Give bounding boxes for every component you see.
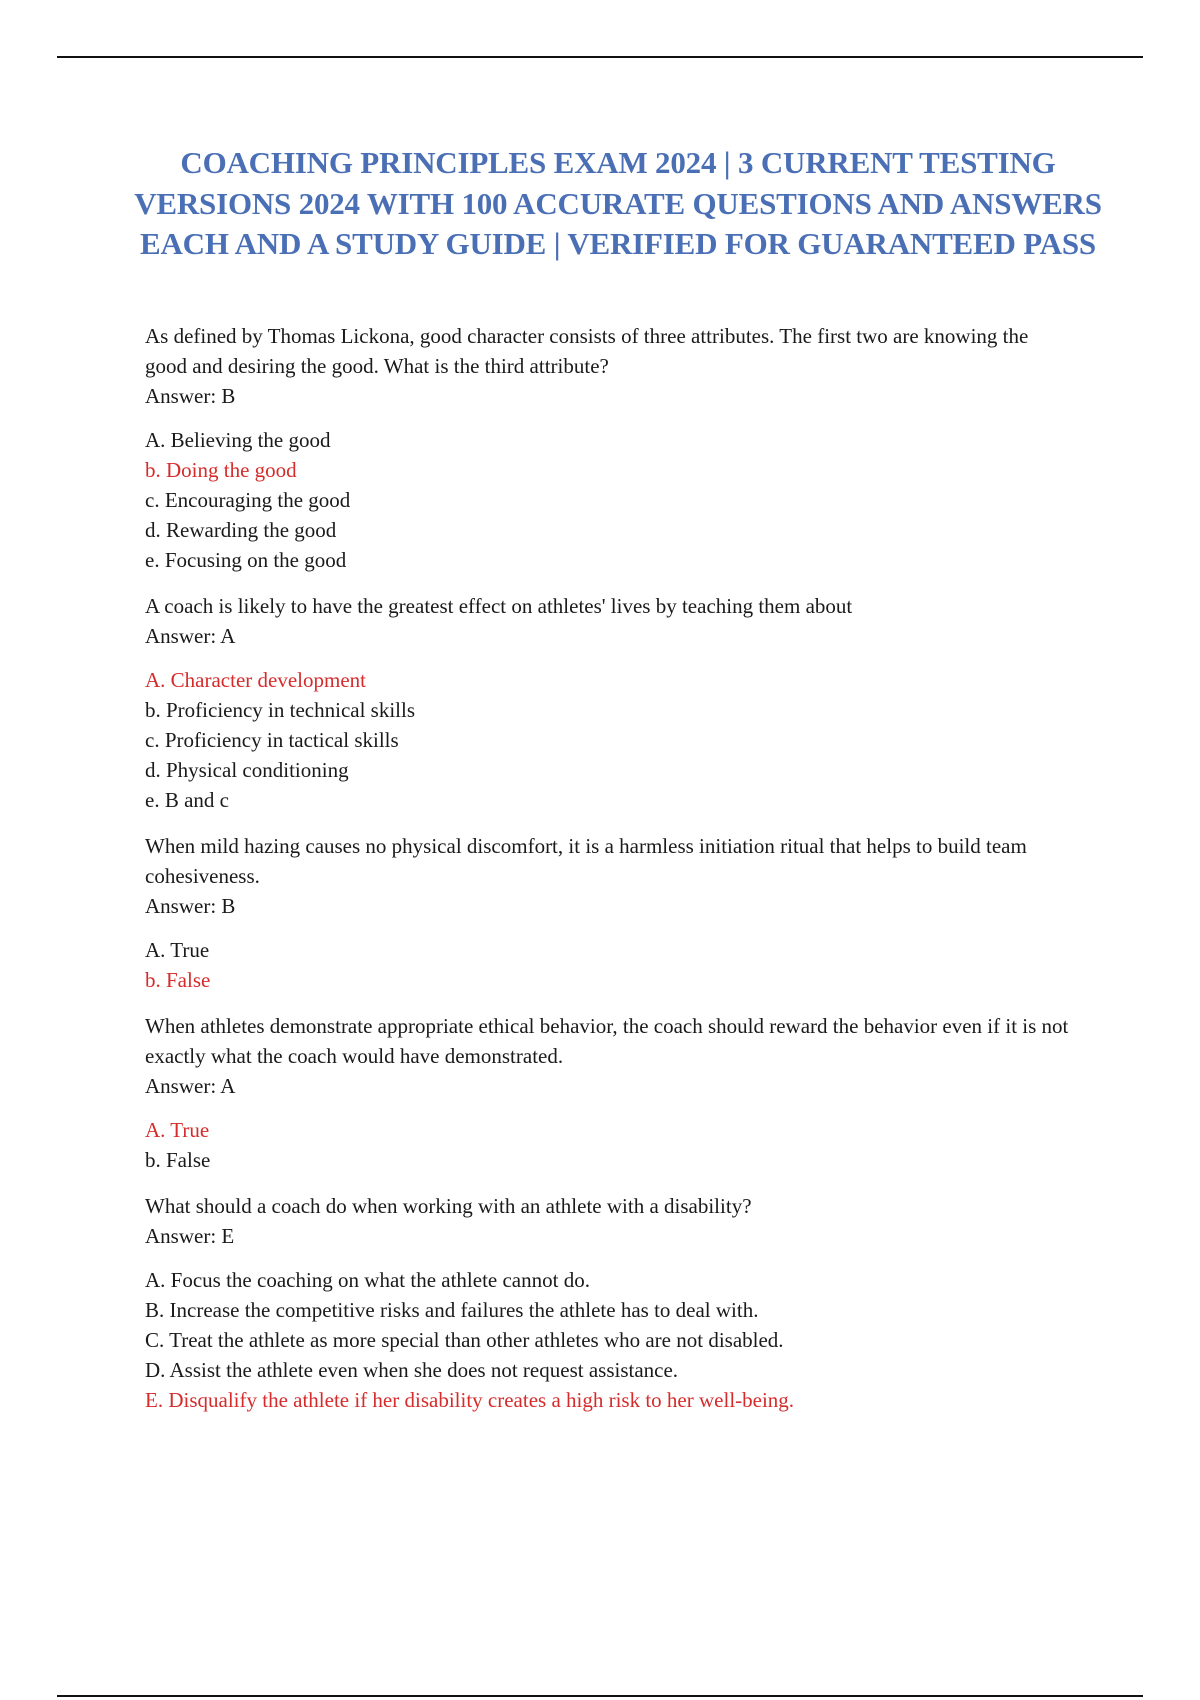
option-item: e. Focusing on the good (145, 548, 347, 572)
option-item: D. Assist the athlete even when she does not request assistance. (145, 1358, 679, 1382)
answer-key: Answer: B (145, 384, 236, 408)
option-list (145, 1265, 1075, 1415)
question-list (145, 321, 1075, 1431)
option-item: c. Proficiency in tactical skills (145, 728, 399, 752)
answer-key: Answer: A (145, 1074, 236, 1098)
option-item: d. Rewarding the good (145, 518, 337, 542)
option-item: A. True (145, 1118, 210, 1142)
question-text: A coach is likely to have the greatest effect on athletes' lives by teaching them about (145, 594, 853, 618)
option-item: b. Proficiency in technical skills (145, 698, 416, 722)
option-item: A. Character development (145, 668, 366, 692)
option-item: A. Believing the good (145, 428, 331, 452)
option-item: b. False (145, 1148, 211, 1172)
question-text: When athletes demonstrate appropriate ethical behavior, the coach should reward the behavior even if it is not exactly what the coach would have demonstrated. (145, 1014, 1069, 1068)
question-1 (145, 321, 1075, 575)
question-2 (145, 591, 1075, 815)
question-text: As defined by Thomas Lickona, good character consists of three attributes. The first two are knowing the good and desiring the good. What is the third attribute? (145, 324, 1029, 378)
question-text: What should a coach do when working with an athlete with a disability? (145, 1194, 752, 1218)
answer-key: Answer: B (145, 894, 236, 918)
option-item: C. Treat the athlete as more special than other athletes who are not disabled. (145, 1328, 784, 1352)
option-item: c. Encouraging the good (145, 488, 351, 512)
answer-key: Answer: E (145, 1224, 235, 1248)
question-3 (145, 831, 1075, 995)
question-text: When mild hazing causes no physical discomfort, it is a harmless initiation ritual that helps to build team cohesiveness. (145, 834, 1027, 888)
option-item: E. Disqualify the athlete if her disability creates a high risk to her well-being. (145, 1388, 795, 1412)
question-5 (145, 1191, 1075, 1415)
option-list (145, 665, 1075, 815)
option-item: A. Focus the coaching on what the athlete cannot do. (145, 1268, 590, 1292)
option-item: d. Physical conditioning (145, 758, 349, 782)
option-list (145, 425, 1075, 575)
option-list (145, 935, 1075, 995)
option-item: e. B and c (145, 788, 229, 812)
option-item: A. True (145, 938, 210, 962)
question-4 (145, 1011, 1075, 1175)
option-list (145, 1115, 1075, 1175)
answer-key: Answer: A (145, 624, 236, 648)
bottom-rule (57, 1695, 1143, 1697)
document-title: COACHING PRINCIPLES EXAM 2024 | 3 CURRENT TESTING VERSIONS 2024 WITH 100 ACCURATE QUESTIONS AND ANSWERS EACH AND A STUDY GUIDE | VERIFIED FOR GUARANTEED PASS (134, 145, 1102, 261)
option-item: b. False (145, 968, 211, 992)
option-item: B. Increase the competitive risks and failures the athlete has to deal with. (145, 1298, 759, 1322)
option-item: b. Doing the good (145, 458, 297, 482)
top-rule (57, 56, 1143, 58)
